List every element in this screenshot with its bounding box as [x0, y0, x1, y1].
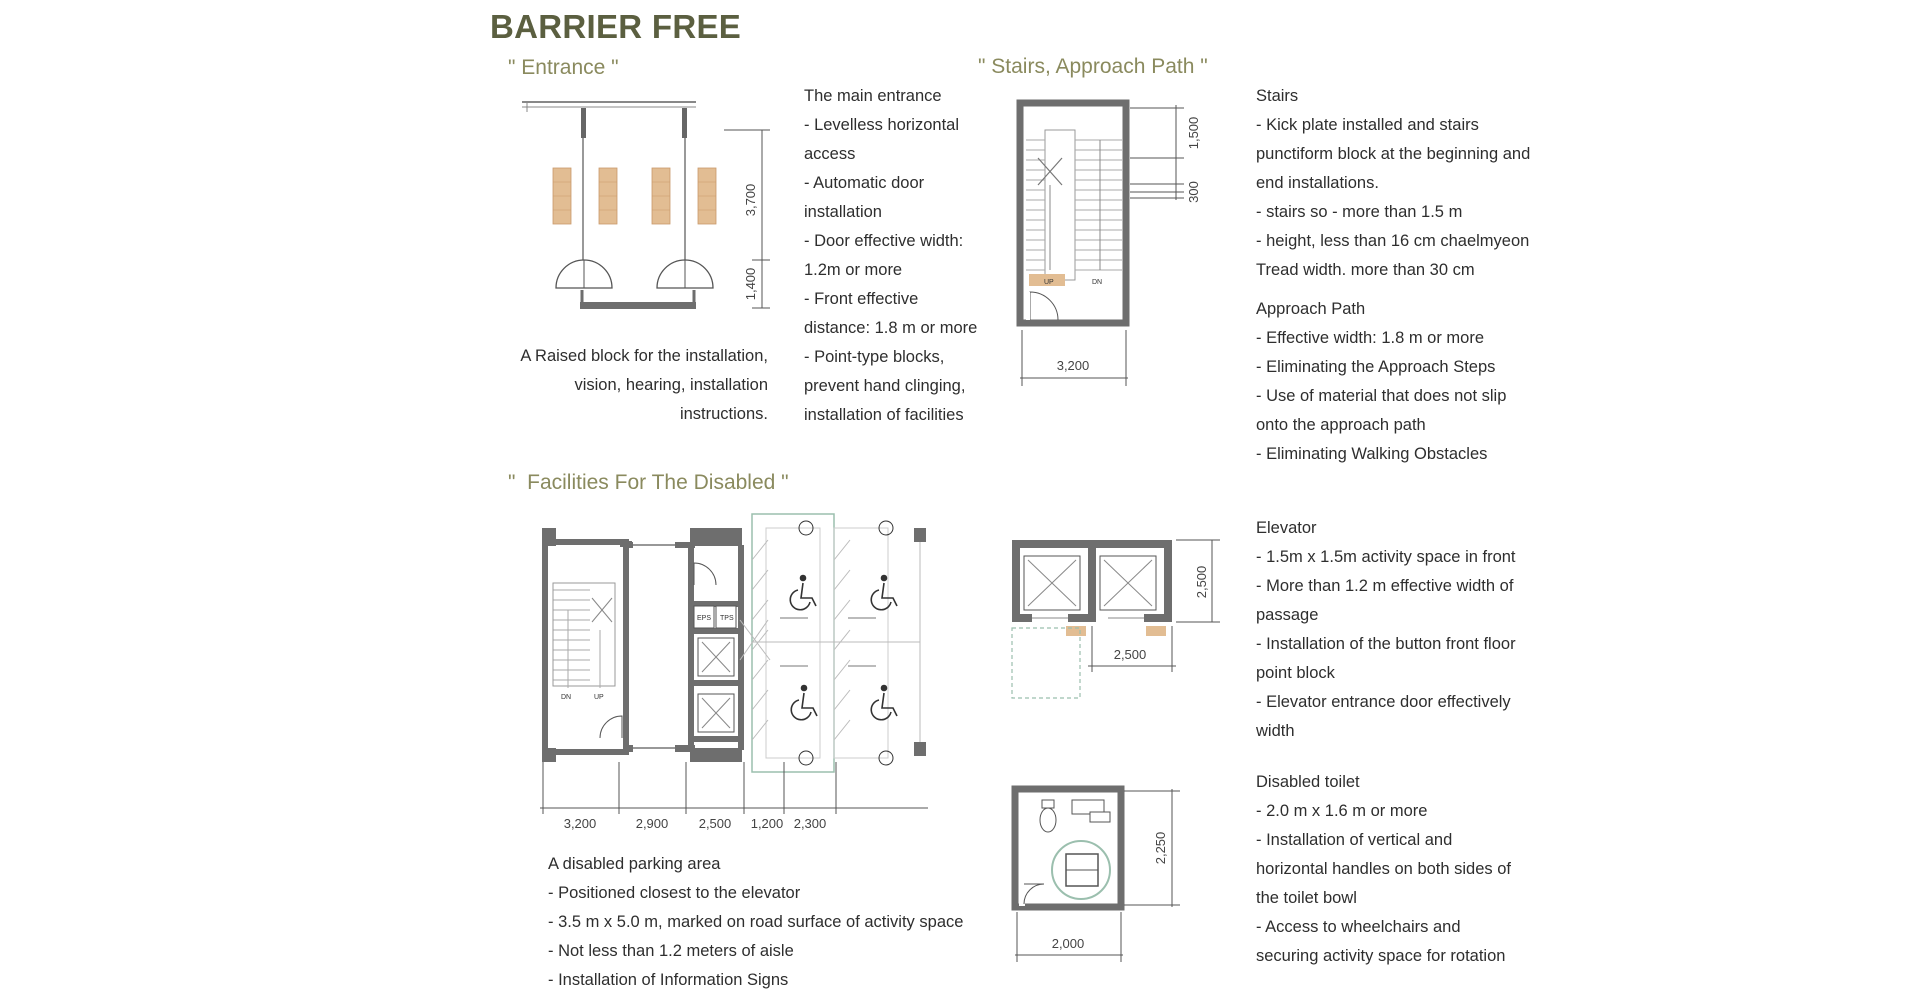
text-line: installation [804, 203, 882, 221]
dim-stair-core: 3,200 [563, 816, 597, 831]
caption-line: vision, hearing, installation [574, 376, 768, 394]
text-line: The main entrance [804, 87, 942, 105]
text-line: punctiform block at the beginning and [1256, 145, 1531, 163]
text-line: Approach Path [1256, 300, 1366, 318]
text-line: A disabled parking area [548, 855, 721, 873]
text-line: - 1.5m x 1.5m activity space in front [1256, 548, 1516, 566]
text-line: - Eliminating the Approach Steps [1256, 358, 1496, 376]
text-line: Stairs [1256, 87, 1299, 105]
text-line: Elevator [1256, 519, 1317, 537]
page-title: BARRIER FREE [490, 8, 742, 45]
label-up-facilities: UP [594, 694, 604, 701]
dim-corridor: 2,900 [635, 816, 669, 831]
text-line: - Door effective width: [804, 232, 964, 250]
text-line: the toilet bowl [1256, 889, 1357, 907]
entrance-section-title: " Entrance " [508, 56, 619, 79]
text-line: prevent hand clinging, [804, 377, 966, 395]
dim-aisle: 1,200 [750, 816, 784, 831]
dim-stair-width: 3,200 [1056, 358, 1090, 373]
text-line: passage [1256, 606, 1319, 624]
text-line: end installations. [1256, 174, 1379, 192]
dim-parking: 2,300 [793, 816, 827, 831]
text-line: onto the approach path [1256, 416, 1426, 434]
text-line: horizontal handles on both sides of [1256, 860, 1512, 878]
text-line: - Levelless horizontal [804, 116, 959, 134]
dim-elevator-width: 2,500 [1113, 647, 1147, 662]
dim-elevator-depth: 2,500 [1194, 565, 1209, 599]
text-line: Disabled toilet [1256, 773, 1360, 791]
dim-stair-step: 300 [1186, 181, 1201, 203]
text-line: installation of facilities [804, 406, 964, 424]
facilities-section-title: " Facilities For The Disabled " [508, 471, 789, 494]
text-line: - Automatic door [804, 174, 925, 192]
text-line: - More than 1.2 m effective width of [1256, 577, 1514, 595]
dim-ev-core: 2,500 [698, 816, 732, 831]
caption-line: instructions. [679, 405, 768, 423]
label-eps: EPS [697, 615, 712, 622]
label-dn: DN [1092, 279, 1103, 286]
text-line: securing activity space for rotation [1256, 947, 1506, 965]
text-line: - Installation of the button front floor [1256, 635, 1516, 653]
text-line: - stairs so - more than 1.5 m [1256, 203, 1463, 221]
text-line: access [804, 145, 856, 163]
text-line: point block [1256, 664, 1335, 682]
text-line: - Kick plate installed and stairs [1256, 116, 1479, 134]
dim-stair-landing: 1,500 [1186, 116, 1201, 150]
label-dn-facilities: DN [561, 694, 572, 701]
dim-entrance-height: 3,700 [743, 183, 758, 217]
text-line: - height, less than 16 cm chaelmyeon [1256, 232, 1530, 250]
text-line: - Use of material that does not slip [1256, 387, 1507, 405]
dim-entrance-door: 1,400 [743, 267, 758, 301]
stairs-section-title: " Stairs, Approach Path " [978, 55, 1208, 78]
text-line: - Effective width: 1.8 m or more [1256, 329, 1485, 347]
text-line: - Elevator entrance door effectively [1256, 693, 1511, 711]
dim-toilet-width: 2,000 [1051, 936, 1085, 951]
text-line: Tread width. more than 30 cm [1256, 261, 1475, 279]
text-line: - 3.5 m x 5.0 m, marked on road surface of activity space [548, 913, 964, 931]
text-line: distance: 1.8 m or more [804, 319, 978, 337]
text-line: - Front effective [804, 290, 919, 308]
text-line: 1.2m or more [804, 261, 903, 279]
text-line: width [1256, 722, 1295, 740]
text-line: - Installation of vertical and [1256, 831, 1453, 849]
label-up: UP [1044, 279, 1054, 286]
text-line: - Point-type blocks, [804, 348, 945, 366]
text-line: - Not less than 1.2 meters of aisle [548, 942, 794, 960]
dim-toilet-depth: 2,250 [1153, 831, 1168, 865]
text-line: - Installation of Information Signs [548, 971, 789, 989]
text-line: - 2.0 m x 1.6 m or more [1256, 802, 1428, 820]
caption-line: A Raised block for the installation, [520, 347, 768, 365]
text-line: - Access to wheelchairs and [1256, 918, 1461, 936]
label-tps: TPS [720, 615, 734, 622]
text-line: - Eliminating Walking Obstacles [1256, 445, 1488, 463]
text-line: - Positioned closest to the elevator [548, 884, 801, 902]
